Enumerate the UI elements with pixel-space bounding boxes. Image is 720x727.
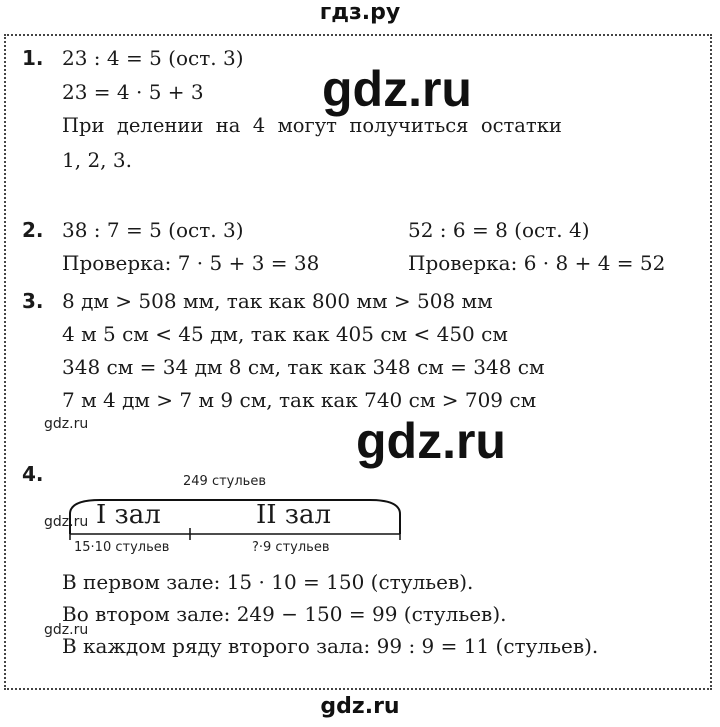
- task2-left-1: 38 : 7 = 5 (ост. 3): [62, 218, 244, 242]
- task3-number: 3.: [22, 289, 44, 313]
- task1-number: 1.: [22, 46, 44, 70]
- diagram-total-label: 249 стульев: [183, 474, 266, 489]
- hall2-count-label: ?·9 стульев: [252, 540, 330, 555]
- task3-line-1: 8 дм > 508 мм, так как 800 мм > 508 мм: [62, 289, 493, 313]
- task4-line-1: В первом зале: 15 · 10 = 150 (стульев).: [62, 570, 474, 594]
- task1-line-4: 1, 2, 3.: [62, 148, 132, 172]
- watermark-bottom: gdz.ru: [320, 694, 400, 719]
- task3-line-2: 4 м 5 см < 45 дм, так как 405 см < 450 см: [62, 322, 508, 346]
- hall2-label: II зал: [256, 500, 332, 530]
- task2-right-2: Проверка: 6 · 8 + 4 = 52: [408, 251, 666, 275]
- task1-line-3: При делении на 4 могут получиться остатки: [62, 114, 562, 137]
- task4-line-3: В каждом ряду второго зала: 99 : 9 = 11 (стульев).: [62, 634, 599, 658]
- watermark-big-2: gdz.ru: [356, 413, 506, 469]
- task1-line-1: 23 : 4 = 5 (ост. 3): [62, 46, 244, 70]
- watermark-small-3: gdz.ru: [44, 622, 89, 638]
- watermark-small-2: gdz.ru: [44, 514, 89, 530]
- hall1-count-label: 15·10 стульев: [74, 540, 170, 555]
- task4-line-2: Во втором зале: 249 − 150 = 99 (стульев).: [62, 602, 507, 626]
- task1-line-2: 23 = 4 · 5 + 3: [62, 80, 204, 104]
- hall1-label: I зал: [96, 500, 161, 530]
- watermark-big-1: gdz.ru: [322, 61, 472, 117]
- watermark-small-1: gdz.ru: [44, 416, 89, 432]
- task2-left-2: Проверка: 7 · 5 + 3 = 38: [62, 251, 320, 275]
- task3-line-3: 348 см = 34 дм 8 см, так как 348 см = 348 см: [62, 355, 545, 379]
- task2-right-1: 52 : 6 = 8 (ост. 4): [408, 218, 590, 242]
- watermark-top: гдз.ру: [319, 0, 401, 25]
- task4-number: 4.: [22, 462, 44, 486]
- task3-line-4: 7 м 4 дм > 7 м 9 см, так как 740 см > 709 см: [62, 388, 537, 412]
- task2-number: 2.: [22, 218, 44, 242]
